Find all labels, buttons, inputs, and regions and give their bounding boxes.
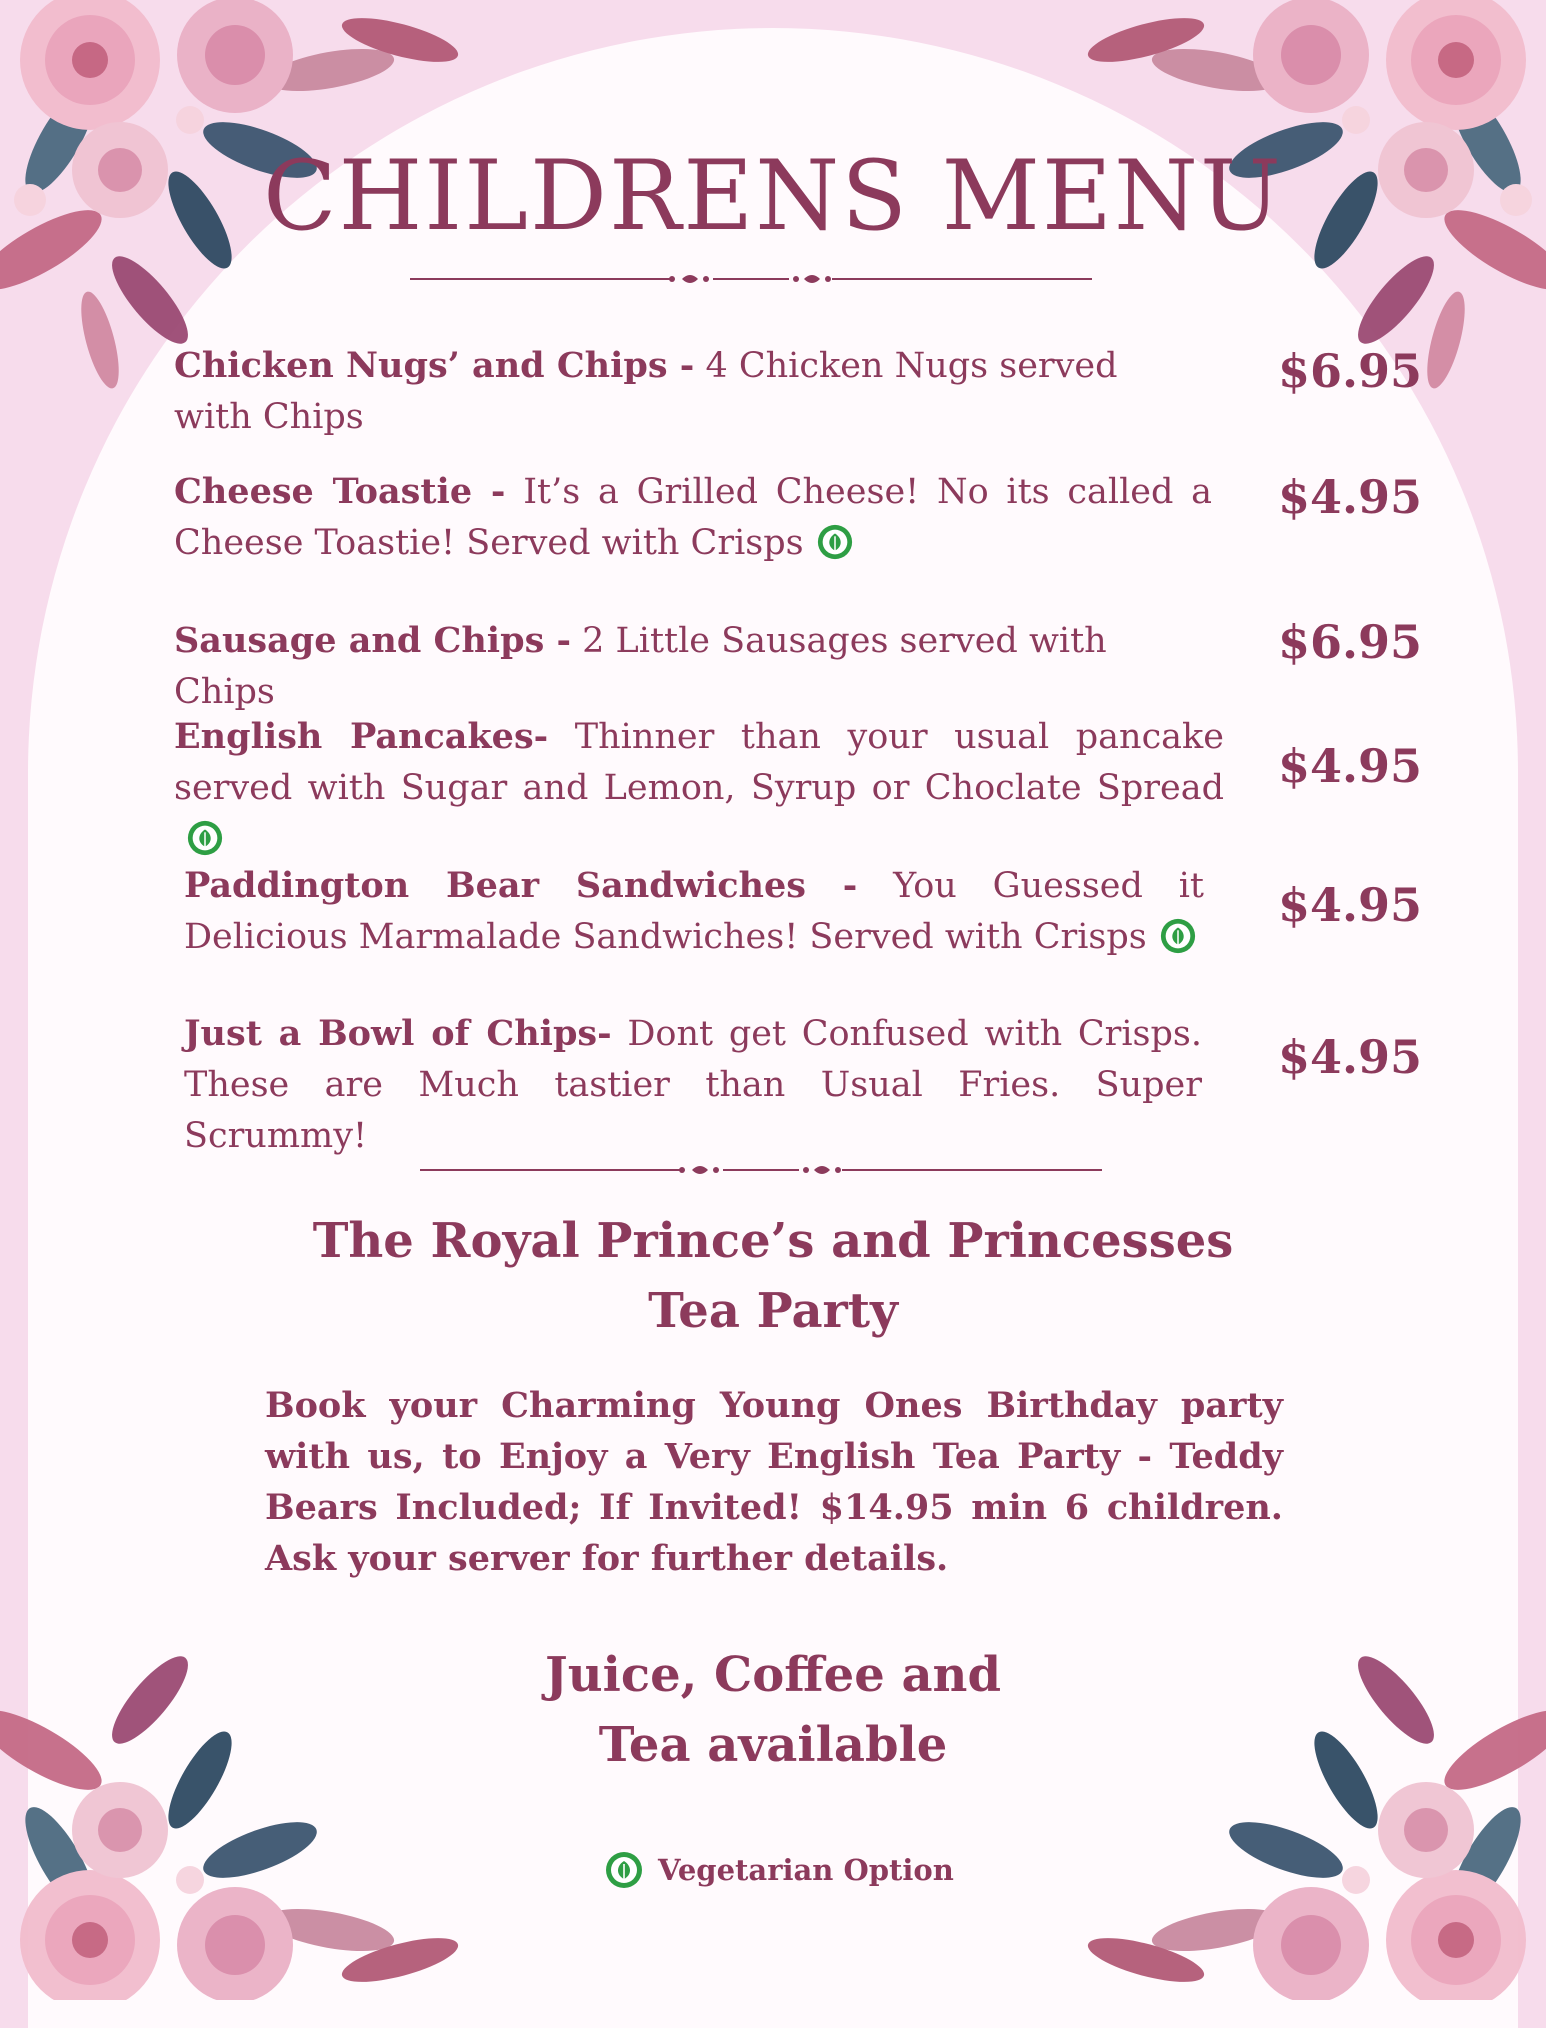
- menu-item-text: [174, 466, 1212, 569]
- menu-item-name: Sausage and Chips -: [174, 620, 571, 661]
- ornamental-divider-top: [410, 269, 1092, 289]
- drinks-line1: Juice, Coffee and: [545, 1647, 1001, 1703]
- party-title-line1: The Royal Prince’s and Princesses: [312, 1213, 1234, 1269]
- menu-item-price: $4.95: [1278, 1030, 1423, 1084]
- party-description: Book your Charming Young Ones Birthday party with us, to Enjoy a Very English Tea Party - Teddy Bears Included; If Invited! $14.95 min 6 children. Ask your server for further details.: [265, 1385, 1283, 1579]
- menu-item-description: It’s a Grilled Cheese! No its called a Cheese Toastie! Served with Crisps: [174, 472, 1212, 563]
- menu-item-description: Dont get Confused with Crisps. These are Much tastier than Usual Fries. Super Scrummy!: [184, 1014, 1202, 1156]
- menu-title: CHILDRENS MENU: [263, 140, 1283, 252]
- party-title: [0, 1206, 1546, 1346]
- ornamental-divider-middle: [420, 1160, 1102, 1180]
- menu-item-price: $4.95: [1278, 878, 1423, 932]
- vegetarian-leaf-icon: [604, 1850, 644, 1890]
- legend-label: Vegetarian Option: [658, 1853, 954, 1887]
- party-title-line2: Tea Party: [648, 1283, 898, 1339]
- menu-item-text: [174, 711, 1224, 865]
- menu-item-description: You Guessed it Delicious Marmalade Sandwiches! Served with Crisps: [184, 866, 1204, 957]
- menu-item-name: Chicken Nugs’ and Chips -: [174, 345, 695, 386]
- menu-item-text: [174, 615, 1196, 718]
- menu-item-description: 2 Little Sausages served with Chips: [174, 621, 1107, 712]
- menu-item-name: English Pancakes-: [174, 716, 549, 757]
- menu-item-name: Paddington Bear Sandwiches -: [184, 865, 858, 906]
- menu-item-description: 4 Chicken Nugs served with Chips: [174, 346, 1118, 437]
- menu-item-price: $4.95: [1278, 470, 1423, 524]
- menu-item-text: [174, 340, 1196, 443]
- vegetarian-leaf-icon: [816, 523, 854, 561]
- vegetarian-leaf-icon: [186, 819, 224, 857]
- menu-item-name: Cheese Toastie -: [174, 471, 506, 512]
- menu-item-price: $6.95: [1278, 344, 1423, 398]
- menu-item-description: Thinner than your usual pancake served with Sugar and Lemon, Syrup or Choclate Spread: [174, 717, 1224, 808]
- menu-item-price: $4.95: [1278, 739, 1423, 793]
- menu-item-name: Just a Bowl of Chips-: [184, 1013, 612, 1054]
- menu-item-text: [184, 1008, 1202, 1162]
- vegetarian-legend: [604, 1849, 954, 1891]
- menu-item-price: $6.95: [1278, 615, 1423, 669]
- menu-item-text: [184, 860, 1204, 963]
- drinks-note: [0, 1640, 1546, 1780]
- vegetarian-leaf-icon: [1159, 917, 1197, 955]
- drinks-line2: Tea available: [598, 1717, 948, 1773]
